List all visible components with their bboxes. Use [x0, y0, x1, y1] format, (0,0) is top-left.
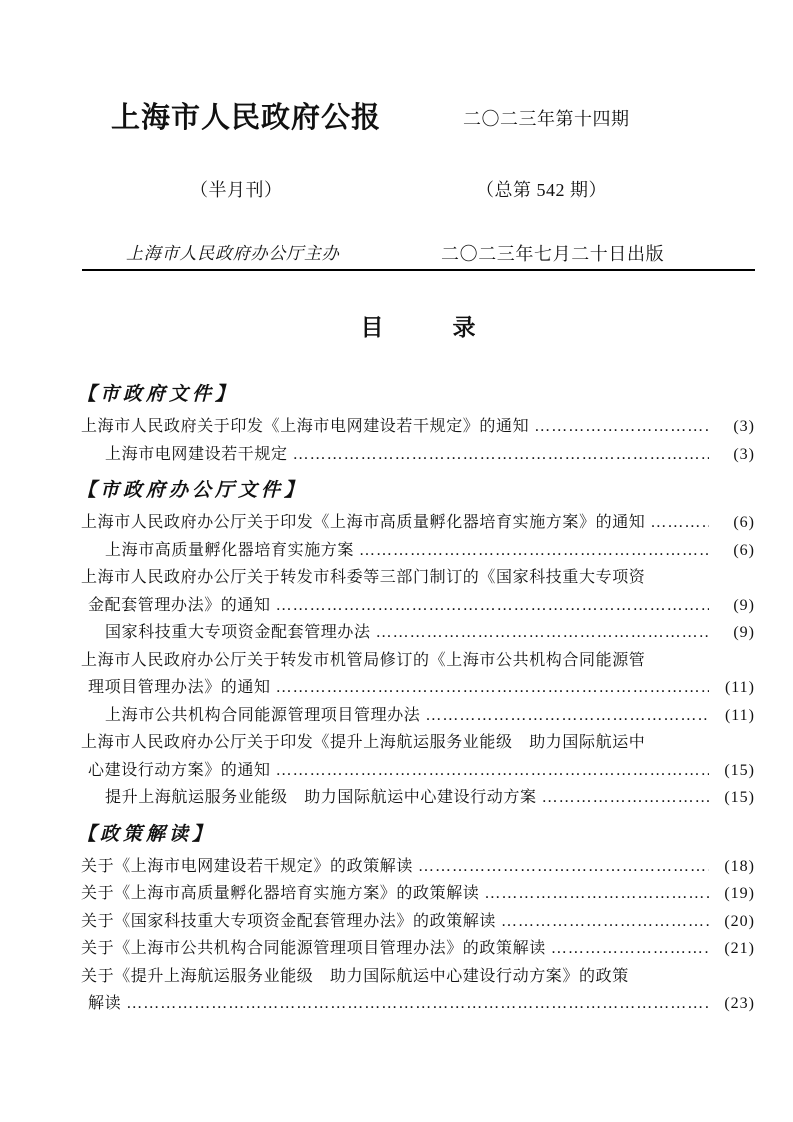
toc-leader-dots [484, 880, 709, 908]
toc-entry [81, 441, 755, 469]
toc-entry-text: 关于《提升上海航运服务业能级 助力国际航运中心建设行动方案》的政策 [81, 967, 629, 985]
toc-entry [81, 592, 755, 620]
toc-entry [81, 784, 755, 812]
toc-heading: 目 录 [360, 315, 476, 341]
toc-page-number: (6) [733, 514, 755, 531]
toc-entry-text: 上海市人民政府办公厅关于印发《上海市高质量孵化器培育实施方案》的通知 [81, 514, 646, 531]
toc-page-number: (11) [724, 706, 755, 724]
toc-entry [81, 990, 755, 1018]
toc-page-number: (23) [724, 995, 755, 1012]
toc-page-number: (18) [724, 857, 755, 875]
toc-entry-text: 解读 [88, 995, 122, 1012]
gazette-title: 上海市人民政府公报 [111, 102, 382, 134]
toc-entry [81, 935, 755, 963]
toc-section-header: 【市政府办公厅文件】 [77, 480, 308, 501]
toc-section-city-gov-documents [77, 380, 755, 468]
toc-entry [81, 619, 755, 647]
toc-page-number: (21) [724, 940, 755, 957]
toc-entry [81, 880, 755, 908]
toc-entry-wrap-line [81, 564, 755, 592]
masthead-divider [82, 269, 755, 271]
toc-entry-text: 上海市人民政府关于印发《上海市电网建设若干规定》的通知 [81, 418, 530, 435]
toc-leader-dots [650, 509, 709, 537]
publication-frequency: （半月刊） [190, 180, 283, 200]
toc-leader-dots [293, 441, 709, 469]
toc-entry-wrap-line [81, 729, 755, 757]
issue-number: 二〇二三年第十四期 [463, 109, 630, 129]
toc-leader-dots [359, 537, 709, 565]
toc-leader-dots [276, 592, 709, 620]
toc-entry-text: 关于《上海市电网建设若干规定》的政策解读 [81, 857, 414, 875]
toc-page-number: (9) [733, 596, 755, 614]
organizer-line: 上海市人民政府办公厅主办 [126, 244, 340, 263]
toc-entry [81, 757, 755, 785]
toc-entry-text: 理项目管理办法》的通知 [88, 679, 271, 696]
table-of-contents [77, 380, 755, 1018]
toc-page-number: (20) [724, 912, 755, 930]
toc-entry-text: 关于《上海市高质量孵化器培育实施方案》的政策解读 [81, 885, 480, 902]
toc-entry-text: 关于《上海市公共机构合同能源管理项目管理办法》的政策解读 [81, 940, 546, 957]
toc-entry-wrap-line [81, 963, 755, 991]
toc-leader-dots [542, 784, 709, 812]
toc-entry-text: 上海市高质量孵化器培育实施方案 [105, 541, 355, 559]
toc-page-number: (3) [733, 445, 755, 463]
toc-leader-dots [276, 757, 709, 785]
cumulative-issue-number: （总第 542 期） [476, 180, 607, 200]
toc-leader-dots [376, 619, 709, 647]
toc-section-header: 【政策解读】 [77, 823, 216, 845]
toc-page-number: (3) [733, 418, 755, 435]
toc-entry-text: 金配套管理办法》的通知 [88, 596, 271, 614]
toc-leader-dots [501, 908, 709, 936]
toc-entry [81, 674, 755, 702]
toc-leader-dots [126, 990, 709, 1018]
toc-entry-text: 上海市电网建设若干规定 [105, 445, 288, 463]
toc-leader-dots [425, 702, 709, 730]
toc-section-header: 【市政府文件】 [77, 384, 239, 405]
toc-entry-text: 上海市人民政府办公厅关于转发市机管局修订的《上海市公共机构合同能源管 [81, 651, 646, 669]
toc-page-number: (15) [724, 789, 755, 806]
publish-date: 二〇二三年七月二十日出版 [441, 244, 665, 264]
toc-section-gov-office-documents [77, 476, 755, 812]
toc-leader-dots [276, 674, 709, 702]
toc-page-number: (15) [724, 761, 755, 779]
toc-entry-text: 国家科技重大专项资金配套管理办法 [105, 624, 371, 641]
toc-page-number: (11) [724, 679, 755, 696]
toc-leader-dots [418, 853, 709, 881]
toc-entry-text: 上海市人民政府办公厅关于转发市科委等三部门制订的《国家科技重大专项资 [81, 569, 646, 586]
toc-entry [81, 702, 755, 730]
toc-entry-text: 心建设行动方案》的通知 [88, 761, 271, 779]
toc-entry-text: 上海市公共机构合同能源管理项目管理办法 [105, 706, 421, 724]
toc-entry-text: 关于《国家科技重大专项资金配套管理办法》的政策解读 [81, 912, 497, 930]
toc-entry-text: 上海市人民政府办公厅关于印发《提升上海航运服务业能级 助力国际航运中 [81, 734, 646, 751]
toc-page-number: (19) [724, 885, 755, 902]
toc-section-policy-interpretation [77, 820, 755, 1018]
toc-leader-dots [551, 935, 709, 963]
toc-entry [81, 908, 755, 936]
toc-entry-wrap-line [81, 647, 755, 675]
toc-entry [81, 509, 755, 537]
toc-entry [81, 413, 755, 441]
toc-page-number: (9) [733, 624, 755, 641]
toc-page-number: (6) [733, 541, 755, 559]
toc-entry-text: 提升上海航运服务业能级 助力国际航运中心建设行动方案 [105, 789, 537, 806]
toc-entry [81, 537, 755, 565]
toc-entry [81, 853, 755, 881]
toc-leader-dots [534, 413, 709, 441]
